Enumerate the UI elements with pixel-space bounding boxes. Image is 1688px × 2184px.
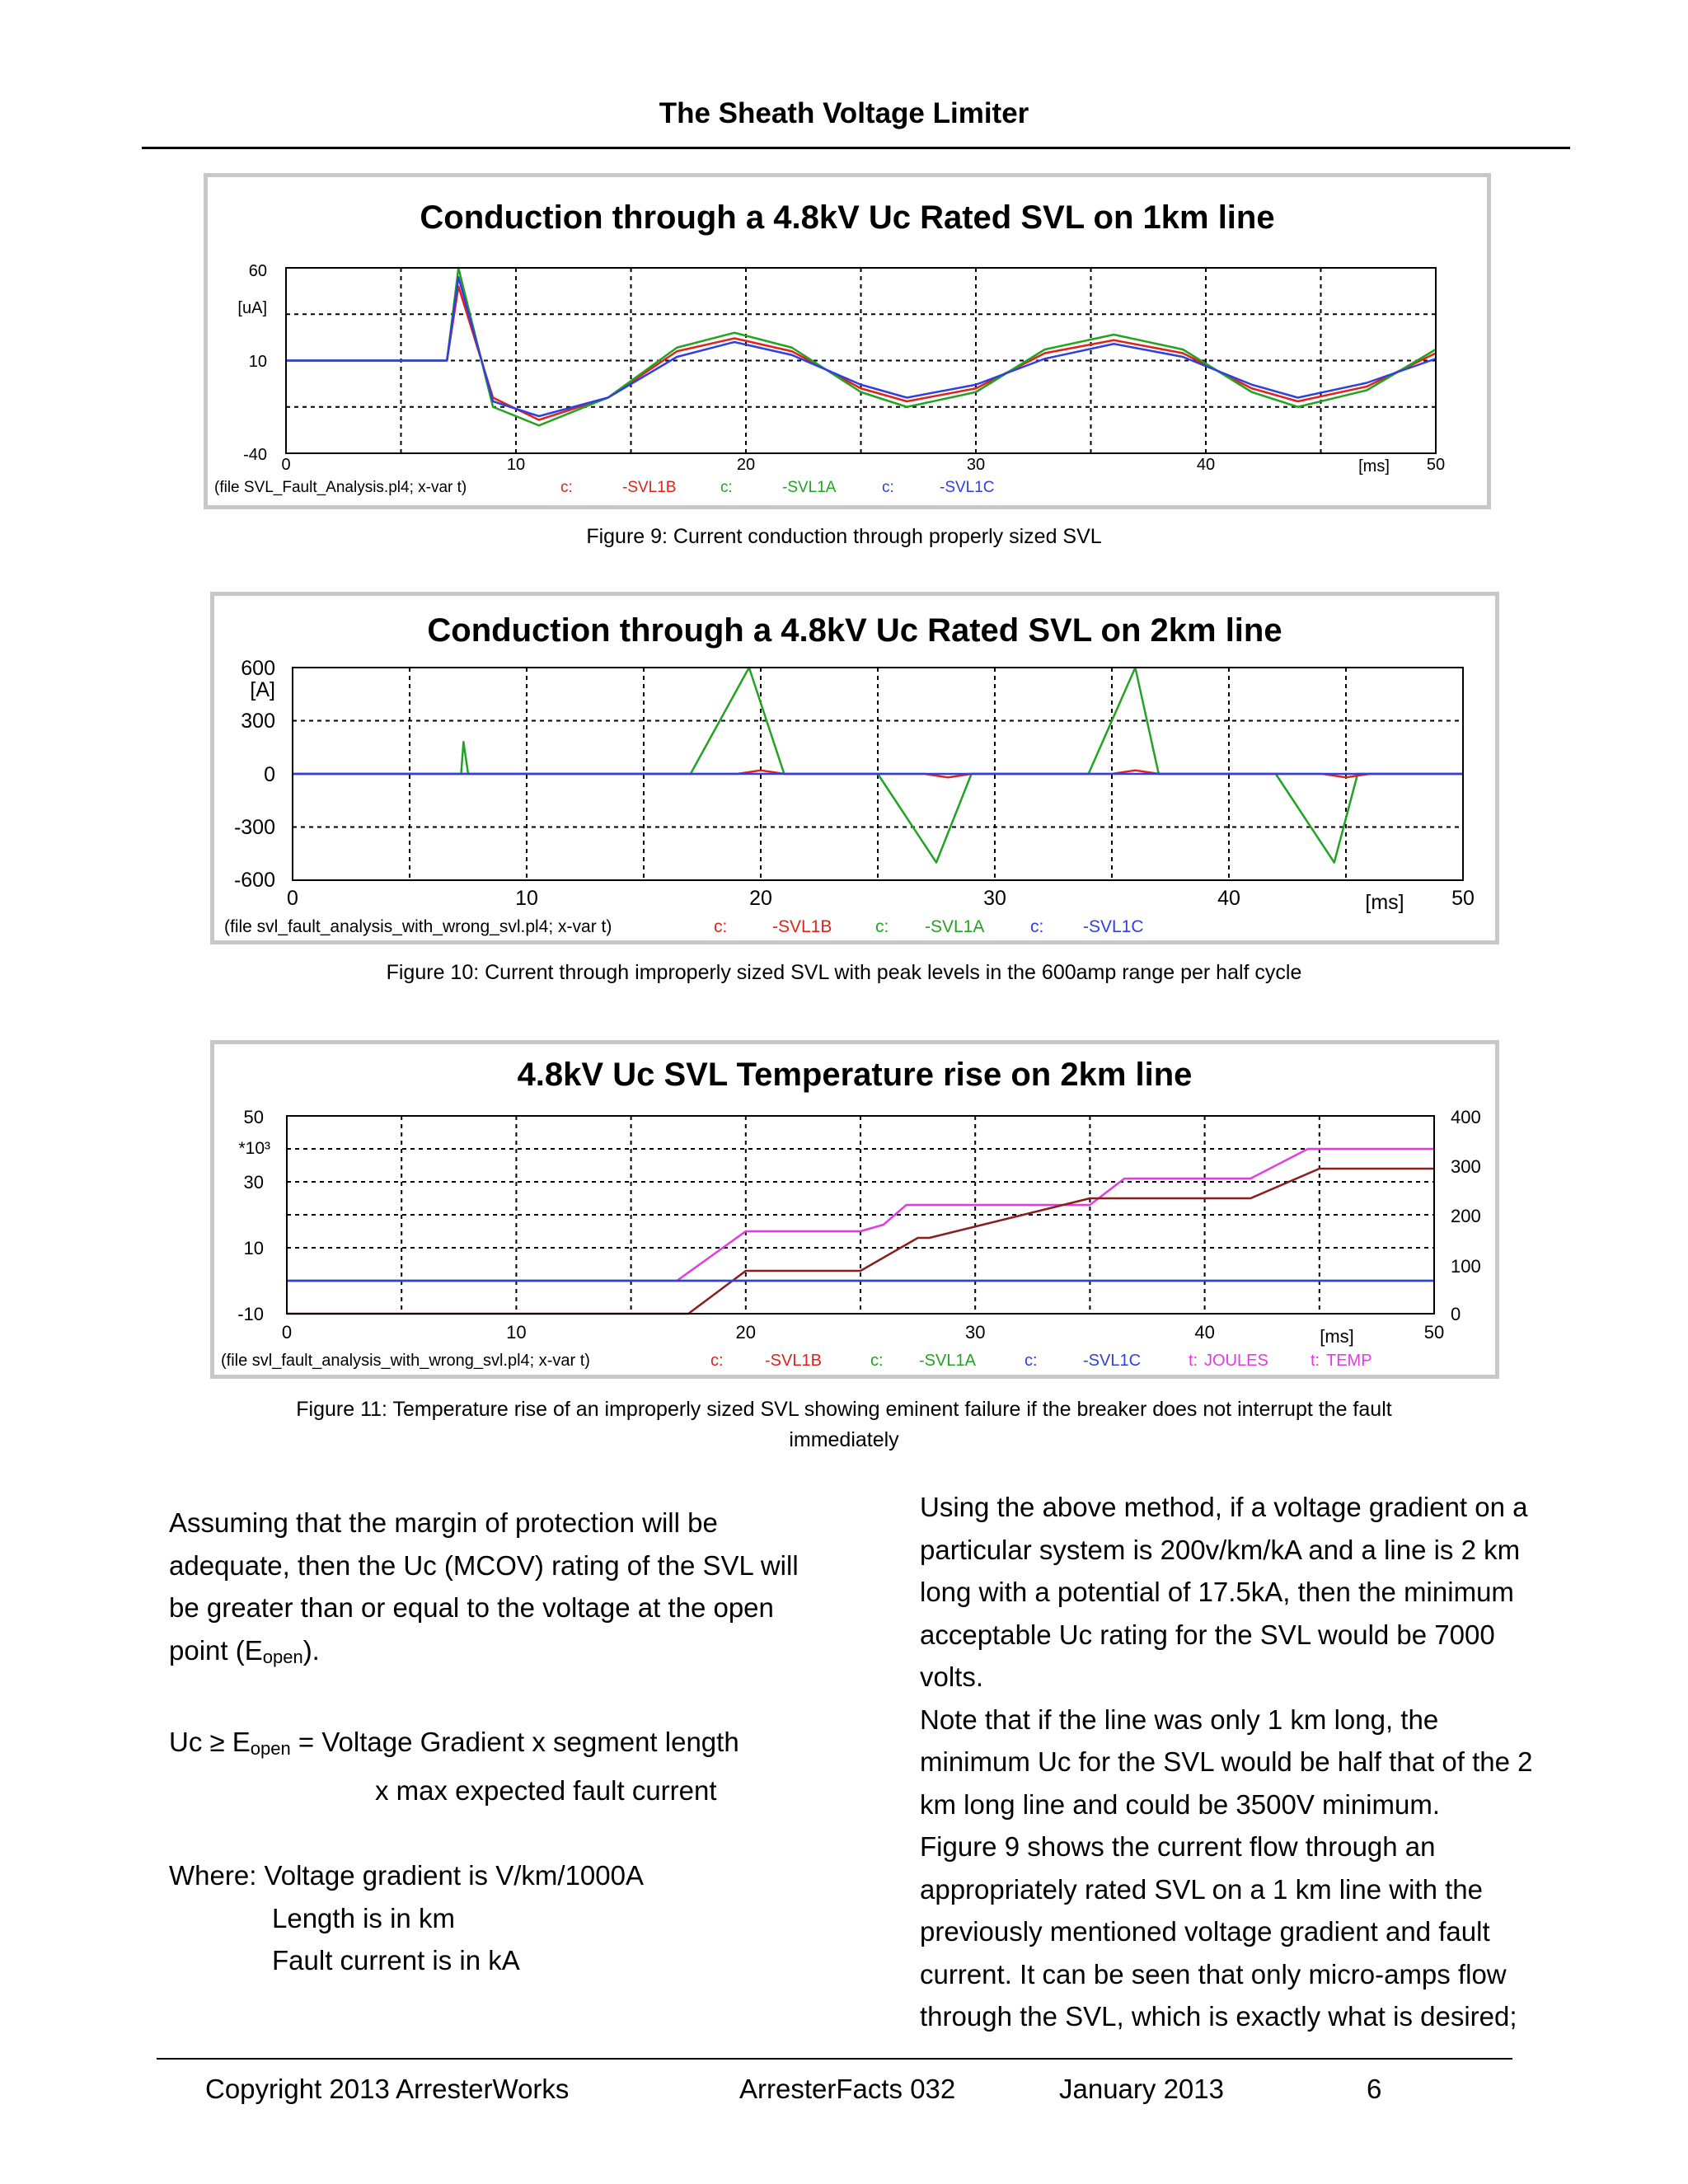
header-rule [142, 147, 1570, 149]
legend-prefix: t: [1311, 1352, 1320, 1370]
where-line3: Fault current is in kA [272, 1945, 520, 1975]
y-unit-label: [uA] [237, 299, 267, 317]
y-tick-label: -300 [233, 816, 275, 839]
legend-prefix: c: [714, 917, 728, 936]
y-tick-label: 300 [241, 710, 275, 733]
figure-9-caption: Figure 9: Current conduction through properly sized SVL [586, 525, 1102, 548]
x-tick-label: 20 [749, 887, 772, 910]
left-column [169, 1502, 820, 1982]
right-column [920, 1486, 1554, 2038]
equation-line2: x max expected fault current [375, 1775, 717, 1806]
x-tick-label: 30 [966, 456, 986, 474]
footer-date: January 2013 [1059, 2074, 1224, 2104]
x-tick-label: 40 [1217, 887, 1240, 910]
y2-tick-label: 400 [1451, 1107, 1481, 1127]
figure-11-chart [214, 1044, 1495, 1375]
footer-page: 6 [1367, 2074, 1382, 2104]
method-paragraph: Using the above method, if a voltage gradient on a particular system is 200v/km/kA and a line is 2 km long with a potential of 17.5kA, then the minimum acceptable Uc rating for the SVL would be 7000 volts. [920, 1492, 1528, 1692]
legend-prefix: c: [720, 479, 733, 496]
equation-line1: $Uc \ge E_{open}$ = Voltage Gradient x segment length [169, 1726, 739, 1759]
x-tick-label: 20 [735, 1322, 757, 1343]
legend-svl1c: -SVL1C [1083, 917, 1144, 936]
legend-svl1b: -SVL1B [622, 479, 677, 496]
x-unit-label: [ms] [1365, 891, 1404, 914]
y-tick-label: 0 [264, 763, 275, 786]
figure-10-chart [214, 596, 1495, 940]
legend-svl1c: -SVL1C [1083, 1352, 1142, 1370]
legend-svl1a: -SVL1A [782, 479, 837, 496]
y-tick-label: 30 [243, 1172, 264, 1193]
figure-11-caption-line2: immediately [789, 1428, 899, 1451]
figure-11-caption [0, 1394, 1688, 1455]
legend-prefix: c: [710, 1352, 724, 1370]
note-paragraph: Note that if the line was only 1 km long, the minimum Uc for the SVL would be half that of the 2 km long line and could be 3500V minimum. [920, 1704, 1533, 1820]
figure-9-chart [208, 177, 1487, 505]
y-tick-label: 10 [243, 1238, 264, 1258]
legend-prefix: c: [1030, 917, 1044, 936]
figure-10 [210, 592, 1499, 944]
figure-11-title: 4.8kV Uc SVL Temperature rise on 2km line [517, 1057, 1193, 1093]
x-unit-label: [ms] [1358, 457, 1390, 476]
x-tick-label: 10 [506, 456, 526, 474]
y2-tick-label: 300 [1451, 1156, 1481, 1177]
spacer [169, 1812, 820, 1855]
x-tick-label: 0 [287, 887, 298, 910]
x-tick-label: 20 [736, 456, 756, 474]
x-tick-label: 10 [515, 887, 538, 910]
y-tick-label: 600 [241, 657, 275, 680]
legend-svl1a: -SVL1A [919, 1352, 976, 1370]
x-tick-label: 50 [1423, 1322, 1445, 1343]
footer-rule [157, 2058, 1512, 2060]
y-tick-label: -600 [233, 869, 275, 892]
legend-prefix: t: [1189, 1352, 1198, 1370]
y-tick-label: 60 [248, 262, 267, 280]
figure-11-caption-line1: Figure 11: Temperature rise of an improperly sized SVL showing eminent failure if the breaker does not interrupt the fault [296, 1398, 1392, 1421]
where-line1: Where: Voltage gradient is V/km/1000A [169, 1860, 644, 1891]
x-tick-label: 30 [983, 887, 1006, 910]
x-tick-label: 30 [964, 1322, 986, 1343]
figure-11 [210, 1040, 1499, 1379]
spacer [169, 1678, 820, 1721]
x-tick-label: 0 [281, 456, 291, 474]
y-tick-label: -10 [237, 1304, 264, 1324]
x-tick-label: 50 [1426, 456, 1446, 474]
figure-10-title: Conduction through a 4.8kV Uc Rated SVL on 2km line [427, 612, 1282, 649]
y-unit-label: [A] [250, 678, 275, 701]
x-tick-label: 50 [1451, 887, 1475, 910]
x-tick-label: 0 [281, 1322, 293, 1343]
figure-9 [204, 173, 1491, 509]
x-tick-label: 10 [506, 1322, 527, 1343]
figure-11-file: (file svl_fault_analysis_with_wrong_svl.pl4; x-var t) [221, 1352, 590, 1370]
legend-joules: JOULES [1204, 1352, 1268, 1370]
x-tick-label: 40 [1196, 456, 1216, 474]
legend-prefix: c: [560, 479, 573, 496]
y-tick-label: -40 [243, 446, 267, 464]
page-title: The Sheath Voltage Limiter [659, 97, 1029, 129]
figure-10-caption: Figure 10: Current through improperly sized SVL with peak levels in the 600amp range per half cycle [386, 961, 1302, 984]
y2-tick-label: 100 [1451, 1256, 1481, 1277]
y2-tick-label: 200 [1451, 1206, 1481, 1226]
legend-prefix: c: [875, 917, 889, 936]
margin-paragraph: Assuming that the margin of protection will be adequate, then the Uc (MCOV) rating of the SVL will be greater than or equal to the voltage at the open point $(E_{open})$. [169, 1507, 799, 1667]
footer-copyright: Copyright 2013 ArresterWorks [205, 2074, 570, 2104]
figure-9-file: (file SVL_Fault_Analysis.pl4; x-var t) [214, 479, 467, 496]
legend-svl1b: -SVL1B [772, 917, 832, 936]
x-tick-label: 40 [1194, 1322, 1215, 1343]
figure-9-title: Conduction through a 4.8kV Uc Rated SVL on 1km line [420, 199, 1275, 236]
y-tick-label: 50 [243, 1107, 264, 1127]
legend-prefix: c: [870, 1352, 884, 1370]
figure-9-paragraph: Figure 9 shows the current flow through an appropriately rated SVL on a 1 km line with the previously mentioned voltage gradient and fault current. It can be seen that only micro-amps flow through the SVL, which is exactly what is desired; [920, 1831, 1517, 2032]
legend-temp: TEMP [1326, 1352, 1372, 1370]
y2-tick-label: 0 [1451, 1304, 1461, 1324]
legend-svl1a: -SVL1A [925, 917, 985, 936]
legend-prefix: c: [882, 479, 894, 496]
where-line2: Length is in km [272, 1902, 455, 1933]
legend-svl1b: -SVL1B [765, 1352, 822, 1370]
figure-10-file: (file svl_fault_analysis_with_wrong_svl.pl4; x-var t) [224, 917, 612, 936]
y-unit-label: *10³ [238, 1139, 270, 1158]
y-tick-label: 10 [248, 353, 267, 371]
legend-prefix: c: [1025, 1352, 1038, 1370]
footer-doc: ArresterFacts 032 [739, 2074, 956, 2104]
x-unit-label: [ms] [1320, 1326, 1354, 1347]
legend-svl1c: -SVL1C [940, 479, 995, 496]
